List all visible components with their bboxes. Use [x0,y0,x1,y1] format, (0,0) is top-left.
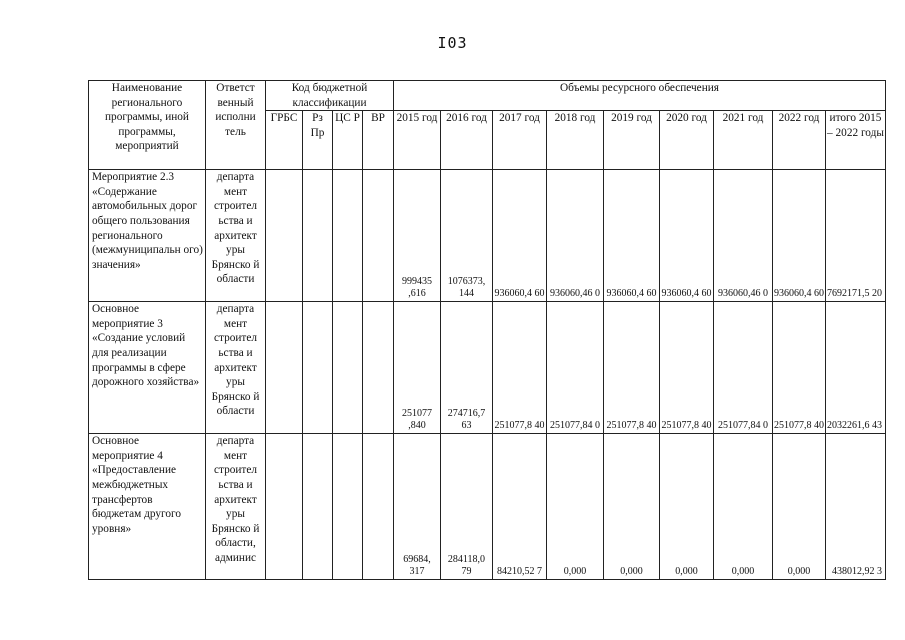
vr-cell [363,434,394,580]
value-cell: 251077,8 40 [604,302,660,434]
header-budget-code: Код бюджетной классификации [266,81,394,111]
value-cell: 936060,4 60 [660,170,714,302]
header-resources: Объемы ресурсного обеспечения [394,81,886,111]
value-cell: 251077 ,840 [394,302,441,434]
total-cell: 438012,92 3 [826,434,886,580]
executor: департа мент строител ьства и архитект уры Брянско й области [206,170,266,302]
header-year: 2021 год [714,111,773,170]
value-cell: 936060,46 0 [714,170,773,302]
rzpr-cell [303,170,333,302]
value-cell: 0,000 [547,434,604,580]
value-cell: 936060,46 0 [547,170,604,302]
value-cell: 936060,4 60 [493,170,547,302]
header-name: Наименование регионального программы, иной программы, мероприятий [89,81,206,170]
header-executor: Ответст венный исполни тель [206,81,266,170]
activity-name: Основное мероприятие 4 «Предоставление межбюджетных трансфертов бюджетам другого уровня» [89,434,206,580]
table-row [89,434,886,580]
executor: департа мент строител ьства и архитект уры Брянско й области [206,302,266,434]
table-row [89,302,886,434]
header-year: 2018 год [547,111,604,170]
vr-cell [363,302,394,434]
header-year: 2016 год [441,111,493,170]
value-cell: 251077,8 40 [660,302,714,434]
grbs-cell [266,302,303,434]
executor: департа мент строител ьства и архитект уры Брянско й области, админис [206,434,266,580]
value-cell: 0,000 [604,434,660,580]
grbs-cell [266,170,303,302]
value-cell: 1076373, 144 [441,170,493,302]
table-row [89,170,886,302]
header-vr: ВР [363,111,394,170]
rzpr-cell [303,302,333,434]
csr-cell [333,170,363,302]
header-year: 2020 год [660,111,714,170]
value-cell: 274716,7 63 [441,302,493,434]
header-csr: ЦС Р [333,111,363,170]
total-cell: 2032261,6 43 [826,302,886,434]
value-cell: 251077,84 0 [714,302,773,434]
value-cell: 936060,4 60 [773,170,826,302]
value-cell: 0,000 [660,434,714,580]
header-year: 2019 год [604,111,660,170]
value-cell: 0,000 [773,434,826,580]
page-number: I03 [437,34,468,52]
header-rzpr: Рз Пр [303,111,333,170]
csr-cell [333,302,363,434]
csr-cell [333,434,363,580]
rzpr-cell [303,434,333,580]
header-year: 2022 год [773,111,826,170]
value-cell: 999435 ,616 [394,170,441,302]
header-year: 2015 год [394,111,441,170]
value-cell: 251077,8 40 [493,302,547,434]
value-cell: 0,000 [714,434,773,580]
value-cell: 936060,4 60 [604,170,660,302]
value-cell: 251077,8 40 [773,302,826,434]
value-cell: 84210,52 7 [493,434,547,580]
header-grbs: ГРБС [266,111,303,170]
vr-cell [363,170,394,302]
total-cell: 7692171,5 20 [826,170,886,302]
activity-name: Мероприятие 2.3 «Содержание автомобильных дорог общего пользования регионального (межмуниципальн ого) значения» [89,170,206,302]
grbs-cell [266,434,303,580]
header-row-1 [89,81,886,111]
activity-name: Основное мероприятие 3 «Создание условий для реализации программы в сфере дорожного хозяйства» [89,302,206,434]
value-cell: 251077,84 0 [547,302,604,434]
budget-table [88,80,886,580]
value-cell: 284118,0 79 [441,434,493,580]
header-total: итого 2015 – 2022 годы [826,111,886,170]
value-cell: 69684, 317 [394,434,441,580]
header-year: 2017 год [493,111,547,170]
